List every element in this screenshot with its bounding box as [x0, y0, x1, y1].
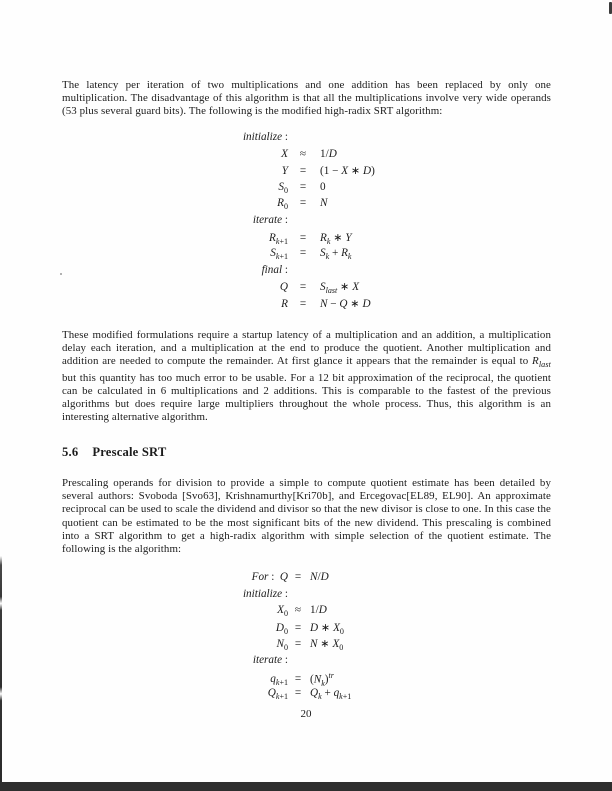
equation-rhs: $R_k$ ∗ Y — [320, 231, 352, 246]
equation-relation: = — [299, 297, 307, 310]
equation-lhs: $Q_{k+1}$ — [267, 687, 288, 702]
equation-label: initialize : — [242, 587, 288, 600]
scan-speck — [60, 273, 62, 275]
equation-row — [167, 671, 351, 688]
scan-artifact-left-edge — [0, 556, 2, 782]
algorithm-block-prescale-srt — [167, 571, 351, 704]
equation-lhs: $q_{k+1}$ — [270, 673, 288, 688]
equation-lhs: R — [281, 297, 288, 310]
algorithm-block-high-radix-srt — [167, 131, 375, 314]
page-number: 20 — [300, 708, 312, 720]
equation-label-row — [167, 588, 351, 605]
equation-relation: = — [299, 231, 307, 244]
scan-artifact-bottom-edge — [0, 782, 612, 791]
equation-row — [167, 687, 351, 704]
paragraph-prescale: Prescaling operands for division to provide a simple to compute quotient estimate has been detailed by several authors: Svoboda [Svo63], Krishnamurthy[Kri70b], and Ercegovac[EL89, EL90]. An approximate reciprocal can be used to scale the dividend and divisor so that the new divisor is close to one. In this case the quotient can be estimated to be the most significant bits of the new dividend. This prescaling is combined into a SRT algorithm to get a high-radix algorithm with simple selection of the quotient estimate. The following is the algorithm: — [62, 477, 551, 556]
equation-lhs: For : Q — [251, 571, 288, 583]
equation-rhs: 1/D — [320, 147, 337, 160]
equation-label: iterate : — [252, 213, 288, 226]
equation-rhs: N/D — [310, 571, 329, 583]
paragraph-intro: The latency per iteration of two multiplications and one addition has been replaced by only one multiplication. The disadvantage of this algorithm is that all the multiplications involve very wide operands (53 plus several guard bits). The following is the modified high-radix SRT algorithm: — [62, 79, 551, 118]
paragraph-discussion: These modified formulations require a startup latency of a multiplication and an addition, a multiplication delay each iteration, and a multiplication at the end to produce the quotient. Another multiplication and addition are needed to compute the remainder. At first glance it appears that the remainder is equal to $R_{last}$ but this quantity has too much error to be usable. For a 12 bit approximation of the reciprocal, the quotient can be calculated in 6 multiplications and 2 additions. This is comparable to the fastest of the previous algorithms but does require large multipliers throughout the whole process. Thus, this algorithm is an interesting alternative algorithm. — [62, 329, 551, 424]
equation-row — [167, 247, 375, 264]
equation-relation: = — [294, 571, 302, 583]
equation-relation: = — [294, 638, 302, 651]
equation-relation: = — [299, 165, 307, 178]
equation-lhs: Y — [281, 165, 288, 178]
equation-rhs: $(N_k)^{tr}$ — [310, 670, 334, 688]
equation-label-row — [167, 131, 375, 148]
equation-row — [167, 637, 351, 654]
equation-rhs: $Q_k + q_{k+1}$ — [310, 687, 352, 702]
equation-label: iterate : — [252, 653, 288, 666]
equation-rhs: $S_{last}$ ∗ X — [320, 281, 360, 296]
equation-lhs: $N_0$ — [276, 638, 288, 653]
equation-lhs: Q — [279, 281, 288, 294]
equation-relation: = — [294, 673, 302, 686]
equation-relation: = — [299, 247, 307, 260]
section-heading — [62, 445, 166, 460]
equation-label-row — [167, 264, 375, 281]
equation-label-row — [167, 654, 351, 671]
equation-relation: ≈ — [294, 604, 302, 617]
equation-lhs: $S_0$ — [278, 180, 288, 196]
equation-rhs: N ∗ $X_0$ — [310, 638, 344, 653]
equation-row — [167, 148, 375, 165]
equation-label: final : — [261, 263, 288, 276]
equation-relation: ≈ — [299, 147, 307, 160]
equation-row — [167, 571, 351, 588]
equation-relation: = — [294, 687, 302, 700]
equation-row — [167, 621, 351, 638]
equation-rhs: D ∗ $X_0$ — [310, 621, 344, 637]
equation-row — [167, 164, 375, 181]
equation-label-row — [167, 214, 375, 231]
equation-row — [167, 297, 375, 314]
equation-row — [167, 280, 375, 297]
equation-lhs: $S_{k+1}$ — [270, 247, 288, 262]
equation-row — [167, 197, 375, 214]
equation-rhs: (1 − X ∗ D) — [320, 165, 375, 178]
equation-rhs: $S_k + R_k$ — [320, 247, 352, 262]
equation-row — [167, 181, 375, 198]
equation-lhs: X — [281, 147, 288, 160]
equation-label: initialize : — [242, 131, 288, 143]
equation-lhs: $R_0$ — [277, 197, 288, 212]
equation-row — [167, 604, 351, 621]
equation-relation: = — [299, 197, 307, 210]
equation-rhs: N — [320, 197, 328, 210]
equation-relation: = — [294, 621, 302, 634]
equation-rhs: 1/D — [310, 604, 327, 617]
equation-relation: = — [299, 180, 307, 193]
equation-lhs: $R_{k+1}$ — [269, 231, 288, 246]
section-number: 5.6 — [62, 445, 79, 459]
section-title: Prescale SRT — [92, 445, 167, 459]
equation-lhs: $D_0$ — [275, 621, 288, 637]
equation-relation: = — [299, 281, 307, 294]
equation-rhs: 0 — [320, 180, 326, 193]
equation-lhs: $X_0$ — [277, 604, 288, 619]
equation-row — [167, 231, 375, 248]
equation-rhs: N − Q ∗ D — [320, 297, 371, 310]
